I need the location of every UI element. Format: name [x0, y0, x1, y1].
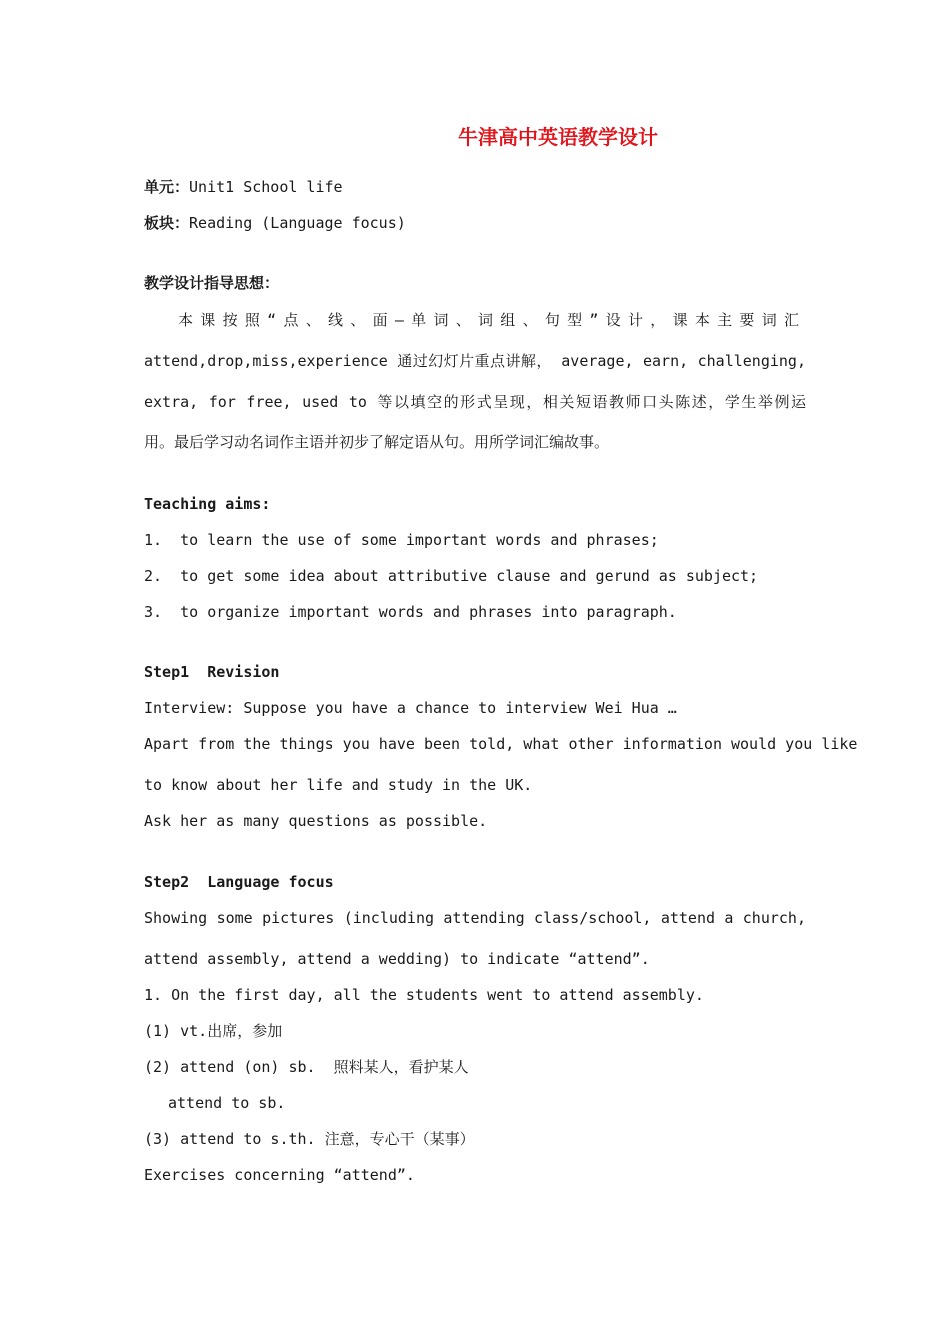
unit-label: 单元：: [144, 178, 190, 196]
guide-line-4: 用。最后学习动名词作主语并初步了解定语从句。用所学词汇编故事。: [144, 433, 610, 451]
unit-value: Unit1 School life: [189, 178, 343, 196]
unit-line: [144, 177, 343, 197]
step2-line-5: (2) attend (on) sb. 照料某人，看护某人: [144, 1058, 469, 1076]
step1-heading: Step1 Revision: [144, 663, 280, 681]
step2-line-1: Showing some pictures (including attending class/school, attend a church,: [144, 909, 806, 927]
aim-item-1: 1. to learn the use of some important words and phrases;: [144, 531, 659, 549]
guide-line-2: attend,drop,miss,experience 通过幻灯片重点讲解， average, earn, challenging,: [144, 352, 806, 370]
step1-line-4: Ask her as many questions as possible.: [144, 812, 488, 830]
step2-line-6: attend to sb.: [168, 1094, 286, 1112]
module-label: 板块：: [144, 214, 190, 232]
aims-heading: Teaching aims:: [144, 495, 271, 513]
module-value: Reading (Language focus): [189, 214, 406, 232]
guide-line-3: extra, for free, used to 等以填空的形式呈现，相关短语教师口头陈述，学生举例运: [144, 393, 806, 411]
guide-heading: 教学设计指导思想：: [144, 274, 280, 292]
step2-heading: Step2 Language focus: [144, 873, 334, 891]
step1-line-1: Interview: Suppose you have a chance to interview Wei Hua …: [144, 699, 677, 717]
aim-item-3: 3. to organize important words and phrases into paragraph.: [144, 603, 677, 621]
module-line: [144, 213, 406, 233]
step2-line-7: (3) attend to s.th. 注意，专心干（某事）: [144, 1130, 475, 1148]
step2-line-3: 1. On the first day, all the students went to attend assembly.: [144, 986, 704, 1004]
guide-line-1: 本课按照“点、线、面—单词、词组、句型”设计，课本主要词汇: [178, 311, 806, 329]
step1-line-3: to know about her life and study in the UK.: [144, 776, 533, 794]
step2-line-2: attend assembly, attend a wedding) to indicate “attend”.: [144, 950, 650, 968]
aim-item-2: 2. to get some idea about attributive clause and gerund as subject;: [144, 567, 759, 585]
step2-line-8: Exercises concerning “attend”.: [144, 1166, 415, 1184]
step1-line-2: Apart from the things you have been told, what other information would you like: [144, 735, 858, 753]
step2-line-4: (1) vt.出席，参加: [144, 1022, 283, 1040]
document-title: 牛津高中英语教学设计: [458, 125, 658, 149]
